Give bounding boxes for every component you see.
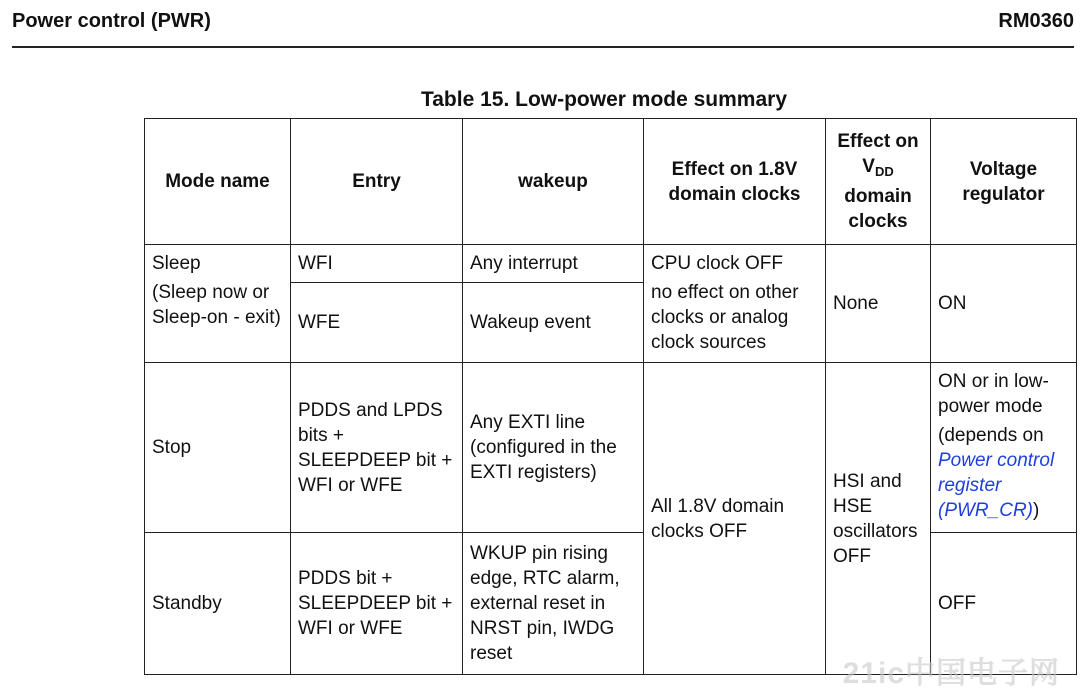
cell-stop-standby-effect-vdd: HSI and HSE oscillators OFF xyxy=(826,363,931,675)
header-mode-name: Mode name xyxy=(145,119,291,245)
sleep-mode-variant: (Sleep now or Sleep-on - exit) xyxy=(152,282,281,328)
cell-sleep-wakeup-wfe: Wakeup event xyxy=(463,283,644,363)
header-entry: Entry xyxy=(291,119,463,245)
page-header xyxy=(12,10,1074,48)
cell-standby-wakeup: WKUP pin rising edge, RTC alarm, external reset in NRST pin, IWDG reset xyxy=(463,533,644,675)
cell-standby-mode: Standby xyxy=(145,533,291,675)
document-id: RM0360 xyxy=(998,10,1074,32)
stop-regulator-state: ON or in low-power mode xyxy=(938,371,1049,417)
table-row xyxy=(145,245,1077,283)
cell-stop-wakeup: Any EXTI line (configured in the EXTI registers) xyxy=(463,363,644,533)
cell-standby-entry: PDDS bit + SLEEPDEEP bit + WFI or WFE xyxy=(291,533,463,675)
cell-sleep-entry-wfi: WFI xyxy=(291,245,463,283)
cell-sleep-wakeup-wfi: Any interrupt xyxy=(463,245,644,283)
header-voltage-regulator: Voltage regulator xyxy=(931,119,1077,245)
header-effect-18v: Effect on 1.8V domain clocks xyxy=(644,119,826,245)
cell-sleep-effect-vdd: None xyxy=(826,245,931,363)
cell-sleep-effect-18v xyxy=(644,245,826,363)
header-wakeup: wakeup xyxy=(463,119,644,245)
sleep-effect-cpu: CPU clock OFF xyxy=(651,253,783,274)
header-effect-vdd-subscript: DD xyxy=(874,164,894,179)
cell-sleep-mode xyxy=(145,245,291,363)
cell-stop-mode: Stop xyxy=(145,363,291,533)
stop-regulator-note xyxy=(938,423,1069,523)
power-control-register-link[interactable]: Power control register (PWR_CR) xyxy=(938,450,1055,521)
table-header-row xyxy=(145,119,1077,245)
table-row xyxy=(145,363,1077,533)
cell-stop-standby-effect-18v: All 1.8V domain clocks OFF xyxy=(644,363,826,675)
cell-stop-regulator xyxy=(931,363,1077,533)
stop-regulator-note-prefix: (depends on xyxy=(938,425,1044,446)
cell-sleep-entry-wfe: WFE xyxy=(291,283,463,363)
low-power-mode-table xyxy=(144,118,1077,675)
header-effect-vdd-prefix: Effect on V xyxy=(837,131,919,177)
watermark-logo: 21ic中国电子网 xyxy=(842,657,1060,690)
header-effect-vdd-suffix: domain clocks xyxy=(844,186,912,232)
cell-standby-regulator: OFF xyxy=(931,533,1077,675)
table-caption: Table 15. Low-power mode summary xyxy=(420,88,788,111)
cell-sleep-regulator: ON xyxy=(931,245,1077,363)
sleep-effect-other: no effect on other clocks or analog clock sources xyxy=(651,282,799,353)
cell-stop-entry: PDDS and LPDS bits + SLEEPDEEP bit + WFI or WFE xyxy=(291,363,463,533)
header-effect-vdd xyxy=(826,119,931,245)
stop-regulator-note-suffix: ) xyxy=(1033,500,1040,521)
section-title: Power control (PWR) xyxy=(12,10,211,32)
sleep-mode-name: Sleep xyxy=(152,253,201,274)
